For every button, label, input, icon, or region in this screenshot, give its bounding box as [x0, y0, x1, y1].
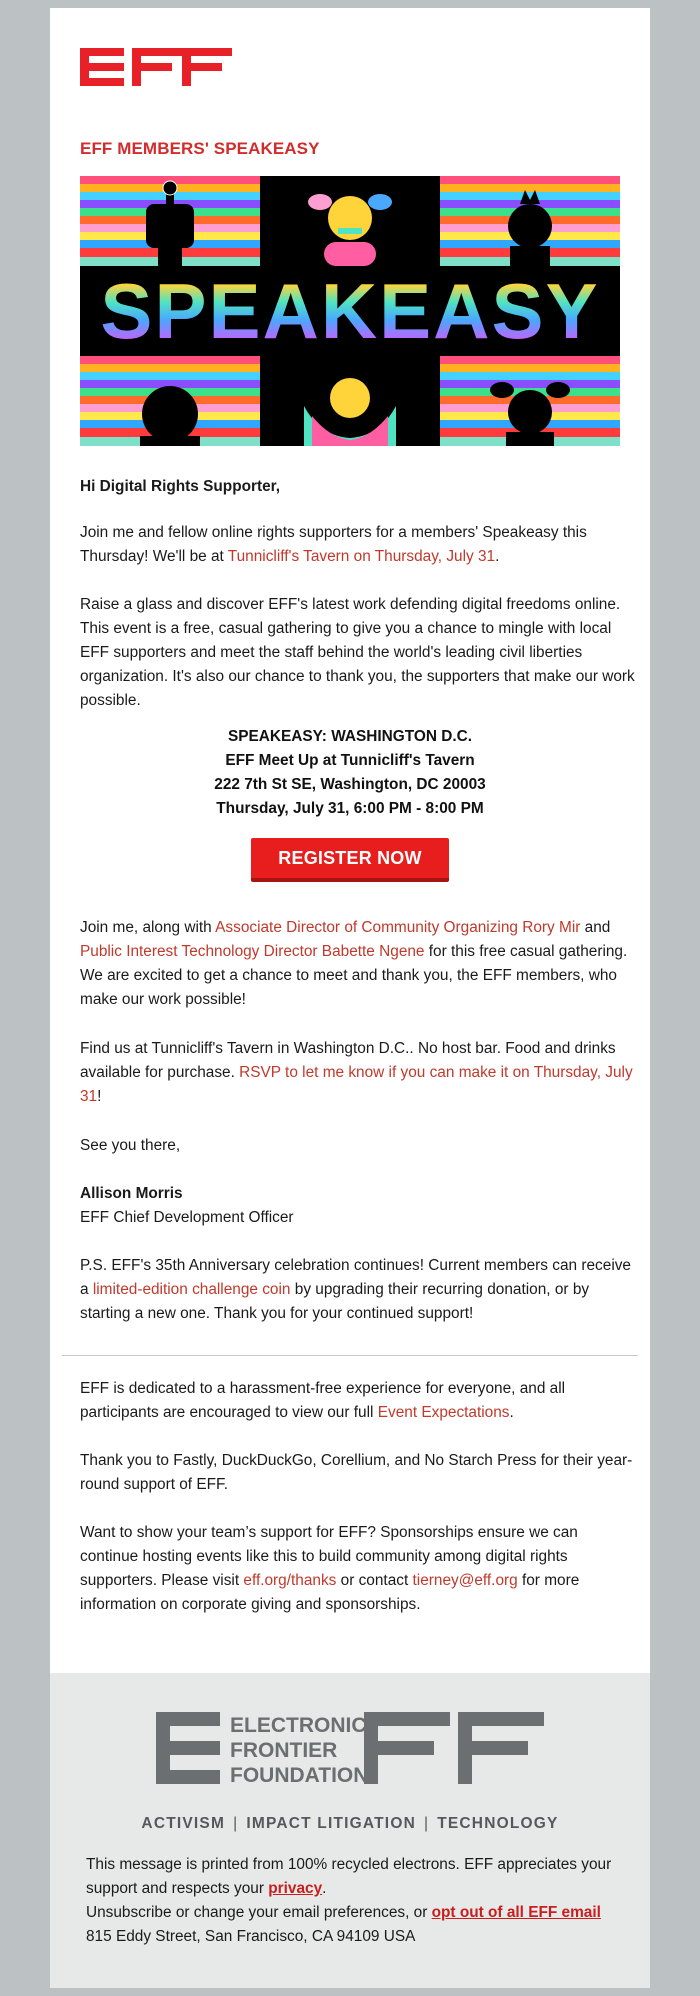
hosts-paragraph: Join me, along with Associate Director of Community Organizing Rory Mir and Public Interest Technology Director Babette Ngene for this free casual gathering. We are excited to get a chance to meet and thank you, the EFF members, who make our work possible! [80, 919, 628, 1008]
register-now-button[interactable]: REGISTER NOW [251, 838, 449, 882]
event-datetime: Thursday, July 31, 6:00 PM - 8:00 PM [216, 800, 484, 817]
ps-paragraph: P.S. EFF's 35th Anniversary celebration continues! Current members can receive a limited-edition challenge coin by upgrading their recurring donation, or by starting a new one. Thank you for your continued support! [80, 1257, 631, 1322]
nav-separator: | [423, 1815, 430, 1832]
event-venue: EFF Meet Up at Tunnicliff's Tavern [225, 752, 475, 769]
sponsorship-paragraph: Want to show your team’s support for EFF? Sponsorships ensure we can continue hosting events like this to build community among digital rights supporters. Please visit eff.org/thanks or contact tierney@eff.org for more information on corporate giving and sponsorships. [80, 1524, 580, 1613]
page-title: EFF MEMBERS' SPEAKEASY [80, 139, 320, 158]
description-paragraph: Raise a glass and discover EFF's latest work defending digital freedoms online. This event is a free, casual gathering to give you a chance to mingle with local EFF supporters and meet the staff behind the world's leading civil liberties organization. It's also our chance to thank you, the supporters that make our work possible. [80, 596, 635, 709]
eff-full-logo[interactable] [156, 1712, 544, 1784]
nav-separator: | [233, 1815, 239, 1832]
banner-title: SPEAKEASY [100, 267, 600, 355]
challenge-coin-link[interactable]: limited-edition challenge coin [92, 1281, 291, 1298]
rory-mir-link[interactable]: Associate Director of Community Organizing Rory Mir [215, 919, 581, 936]
eff-thanks-link[interactable]: eff.org/thanks [243, 1572, 337, 1589]
nav-impact-litigation[interactable]: IMPACT LITIGATION [246, 1815, 416, 1832]
event-expectations-link[interactable]: Event Expectations [377, 1404, 510, 1421]
sponsor-thanks: Thank you to Fastly, DuckDuckGo, Corellium, and No Starch Press for their year-round support of EFF. [80, 1452, 633, 1493]
logo-line-foundation: FOUNDATION [230, 1764, 369, 1784]
logo-line-electronic: ELECTRONIC [230, 1714, 367, 1737]
speakeasy-banner[interactable] [80, 176, 620, 446]
event-name: SPEAKEASY: WASHINGTON D.C. [228, 728, 472, 745]
venue-link[interactable]: Tunnicliff's Tavern on Thursday, July 31 [227, 548, 496, 565]
event-address: 222 7th St SE, Washington, DC 20003 [214, 776, 486, 793]
eff-logo[interactable] [80, 48, 232, 86]
event-details [50, 725, 650, 821]
harassment-note: EFF is dedicated to a harassment-free experience for everyone, and all participants are encouraged to view our full Event Expectations. [80, 1380, 566, 1421]
signer-name: Allison Morris [80, 1185, 183, 1202]
opt-out-link[interactable]: opt out of all EFF email [431, 1904, 601, 1921]
tierney-email-link[interactable]: tierney@eff.org [412, 1572, 518, 1589]
signer-title: EFF Chief Development Officer [80, 1209, 294, 1226]
nav-technology[interactable]: TECHNOLOGY [437, 1815, 559, 1832]
greeting: Hi Digital Rights Supporter, [80, 478, 281, 495]
footer-address: 815 Eddy Street, San Francisco, CA 94109 USA [86, 1928, 416, 1945]
intro-paragraph: Join me and fellow online rights supporters for a members' Speakeasy this Thursday! We'll be at Tunnicliff's Tavern on Thursday, July 31. [80, 524, 587, 565]
footer-nav [50, 1815, 650, 1833]
footer-text: This message is printed from 100% recycled electrons. EFF appreciates your support and respects your privacy. Unsubscribe or change your email preferences, or opt out of all EFF email 815 Eddy Street, San Francisco, CA 94109 USA [86, 1856, 612, 1945]
divider [62, 1355, 638, 1356]
logo-line-frontier: FRONTIER [230, 1739, 338, 1762]
signoff: See you there, [80, 1137, 181, 1154]
rsvp-link[interactable]: RSVP to let me know if you can make it on Thursday, July 31 [80, 1064, 633, 1105]
footer [50, 1673, 650, 1988]
nav-activism[interactable]: ACTIVISM [141, 1815, 226, 1832]
privacy-link[interactable]: privacy [268, 1880, 323, 1897]
location-paragraph: Find us at Tunnicliff's Tavern in Washington D.C.. No host bar. Food and drinks available for purchase. RSVP to let me know if you can make it on Thursday, July 31! [80, 1040, 633, 1105]
babette-ngene-link[interactable]: Public Interest Technology Director Babette Ngene [80, 943, 425, 960]
email-card [50, 8, 650, 1988]
